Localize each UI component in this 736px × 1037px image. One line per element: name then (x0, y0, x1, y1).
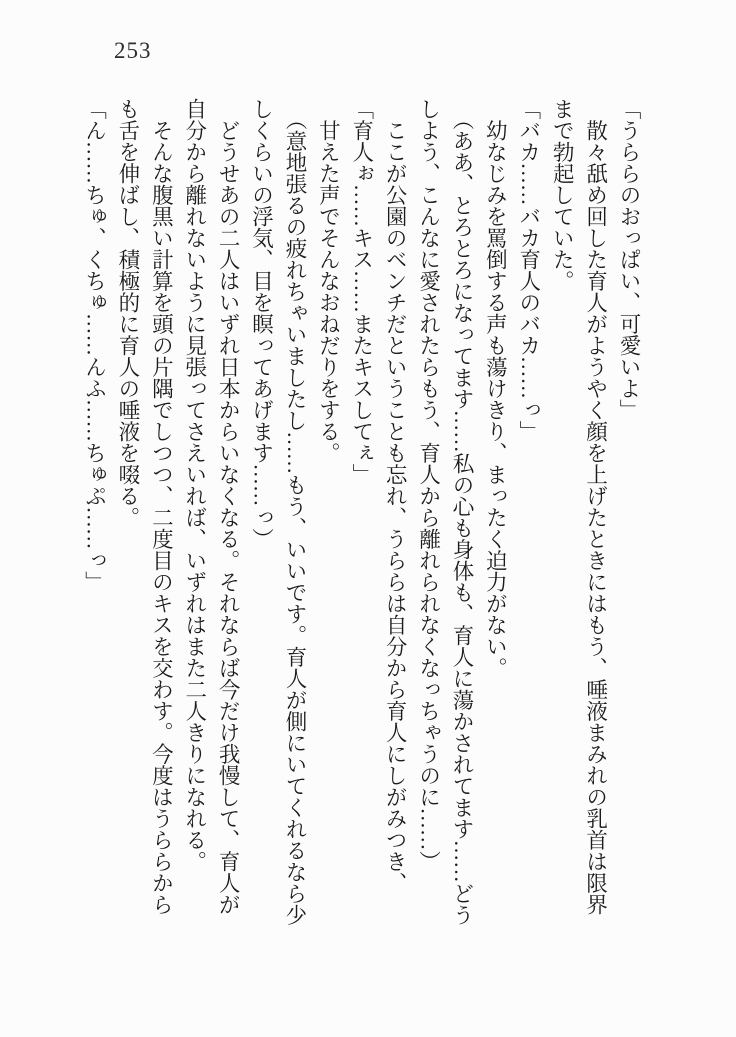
text-line: 幼なじみを罵倒する声も蕩けきり、まったく迫力がない。 (483, 98, 508, 679)
text-line: しくらいの浮気、目を瞑ってあげます……っ） (249, 98, 274, 550)
page-number: 253 (114, 38, 152, 63)
text-line: 自分から離れないように見張ってさえいれば、いずれはまた二人きりになれる。 (182, 98, 207, 872)
text-line: そんな腹黒い計算を頭の片隅でしつつ、二度目のキスを交わす。今度はうららから (149, 98, 174, 915)
text-line: （意地張るの疲れちゃいましたし……もう、いいです。育人が側にいてくれるなら少 (282, 98, 307, 926)
text-line: ここが公園のベンチだということも忘れ、うららは自分から育人にしがみつき、 (383, 98, 408, 894)
text-line: も舌を伸ばし、積極的に育人の唾液を啜る。 (115, 98, 140, 528)
text-line: どうせあの二人はいずれ日本からいなくなる。それならば今だけ我慢して、育人が (216, 98, 241, 915)
body-text (77, 98, 645, 980)
text-line: 「ん……ちゅ、くちゅ……んふ……ちゅぷ……っ」 (82, 98, 107, 593)
text-line: 「育人ぉ……キス……またキスしてぇ」 (349, 98, 374, 485)
text-line: 「バカ……バカ育人のバカ……っ」 (516, 98, 541, 442)
text-line: まで勃起していた。 (550, 98, 575, 292)
text-line: 散々舐め回した育人がようやく顔を上げたときにはもう、唾液まみれの乳首は限界 (583, 98, 608, 915)
text-line: しよう、こんなに愛されたらもう、育人から離れられなくなっちゃうのに……） (416, 98, 441, 872)
text-line: 「うららのおっぱい、可愛いよ」 (617, 98, 641, 421)
text-line: 甘えた声でそんなおねだりをする。 (316, 98, 341, 464)
text-line: （ああ、とろとろになってます……私の心も身体も、育人に蕩かされてます……どう (449, 98, 474, 926)
